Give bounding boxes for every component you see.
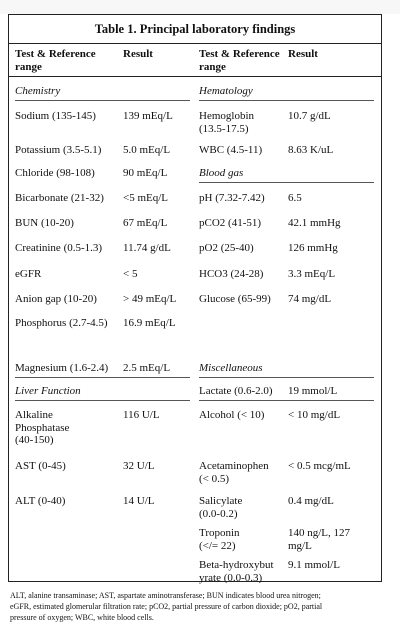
test-wbc: WBC (4.5-11) (199, 144, 263, 156)
test-alp-line3: (40-150) (15, 434, 54, 446)
result-phosphorus: 16.9 mEq/L (123, 317, 176, 329)
test-pco2: pCO2 (41-51) (199, 217, 262, 229)
test-hemoglobin-line1: Hemoglobin (199, 110, 254, 122)
result-wbc: 8.63 K/uL (288, 144, 334, 156)
result-creatinine: 11.74 g/dL (123, 242, 171, 254)
result-alcohol: < 10 mg/dL (288, 409, 341, 421)
section-hematology: Hematology (199, 85, 253, 97)
test-beta-hydroxybutyrate-line1: Beta-hydroxybut (199, 559, 274, 571)
test-alcohol: Alcohol (< 10) (199, 409, 265, 421)
test-alt: ALT (0-40) (15, 495, 66, 507)
result-potassium: 5.0 mEq/L (123, 144, 171, 156)
result-glucose: 74 mg/dL (288, 293, 332, 305)
table-title: Table 1. Principal laboratory findings (9, 15, 381, 44)
test-alp-line1: Alkaline (15, 409, 53, 421)
result-ph: 6.5 (288, 192, 302, 204)
test-beta-hydroxybutyrate-line2: yrate (0.0-0.3) (199, 571, 263, 584)
test-ph: pH (7.32-7.42) (199, 192, 265, 204)
footnote-line: eGFR, estimated glomerular filtration rate; pCO2, partial pressure of carbon dioxide; pO2, partial (10, 602, 323, 611)
test-creatinine: Creatinine (0.5-1.3) (15, 242, 103, 254)
test-troponin-line1: Troponin (199, 527, 240, 539)
test-troponin-line2: (</= 22) (199, 539, 236, 552)
result-alt: 14 U/L (123, 495, 155, 507)
test-anion-gap: Anion gap (10-20) (15, 293, 97, 305)
test-acetaminophen-line2: (< 0.5) (199, 472, 230, 485)
result-pco2: 42.1 mmHg (288, 217, 341, 229)
section-miscellaneous: Miscellaneous (199, 362, 263, 374)
result-alp: 116 U/L (123, 409, 160, 421)
result-ast: 32 U/L (123, 460, 155, 472)
result-magnesium: 2.5 mEq/L (123, 362, 171, 374)
section-blood-gas: Blood gas (199, 167, 244, 179)
test-po2: pO2 (25-40) (199, 242, 254, 254)
test-bicarbonate: Bicarbonate (21-32) (15, 192, 104, 204)
header-result-right: Result (288, 48, 318, 60)
result-hemoglobin: 10.7 g/dL (288, 110, 331, 122)
test-hco3: HCO3 (24-28) (199, 268, 264, 280)
top-cropped-strip (0, 0, 400, 14)
test-magnesium: Magnesium (1.6-2.4) (15, 362, 109, 374)
test-acetaminophen-line1: Acetaminophen (199, 460, 269, 472)
result-acetaminophen: < 0.5 mcg/mL (288, 460, 351, 472)
row-divider (199, 182, 374, 183)
header-test-left: Test & Reference range (15, 48, 96, 73)
result-salicylate: 0.4 mg/dL (288, 495, 334, 507)
test-bun: BUN (10-20) (15, 217, 74, 229)
test-chloride: Chloride (98-108) (15, 167, 95, 179)
test-sodium: Sodium (135-145) (15, 110, 96, 122)
table-footnote (10, 590, 388, 623)
result-lactate: 19 mmol/L (288, 385, 338, 397)
row-divider (199, 100, 374, 101)
header-test-right: Test & Reference range (199, 48, 280, 73)
result-troponin-line1: 140 ng/L, 127 (288, 527, 351, 539)
result-egfr: < 5 (123, 268, 138, 280)
lab-findings-table (8, 14, 382, 582)
header-result-left: Result (123, 48, 153, 60)
result-bun: 67 mEq/L (123, 217, 168, 229)
result-troponin-line2: mg/L (288, 539, 312, 552)
section-liver-function: Liver Function (15, 385, 81, 397)
result-hco3: 3.3 mEq/L (288, 268, 336, 280)
test-salicylate-line2: (0.0-0.2) (199, 507, 238, 520)
test-phosphorus: Phosphorus (2.7-4.5) (15, 317, 108, 329)
footnote-line: ALT, alanine transaminase; AST, aspartate aminotransferase; BUN indicates blood urea nitrogen; (10, 591, 321, 600)
result-bicarbonate: <5 mEq/L (123, 192, 169, 204)
section-chemistry: Chemistry (15, 85, 61, 97)
result-po2: 126 mmHg (288, 242, 338, 254)
result-anion-gap: > 49 mEq/L (123, 293, 177, 305)
test-glucose: Glucose (65-99) (199, 293, 271, 305)
test-lactate: Lactate (0.6-2.0) (199, 385, 273, 397)
test-salicylate-line1: Salicylate (199, 495, 243, 507)
test-ast: AST (0-45) (15, 460, 66, 472)
test-hemoglobin-line2: (13.5-17.5) (199, 122, 249, 135)
row-divider (199, 400, 374, 401)
test-egfr: eGFR (15, 268, 42, 280)
result-beta-hydroxybutyrate: 9.1 mmol/L (288, 559, 340, 571)
result-chloride: 90 mEq/L (123, 167, 168, 179)
result-sodium: 139 mEq/L (123, 110, 173, 122)
header-divider (9, 76, 381, 77)
row-divider (15, 400, 190, 401)
footnote-line: pressure of oxygen; WBC, white blood cells. (10, 613, 154, 622)
test-potassium: Potassium (3.5-5.1) (15, 144, 102, 156)
row-divider (15, 100, 190, 101)
test-alp-line2: Phosphatase (15, 421, 70, 434)
row-divider (15, 377, 190, 378)
row-divider (199, 377, 374, 378)
